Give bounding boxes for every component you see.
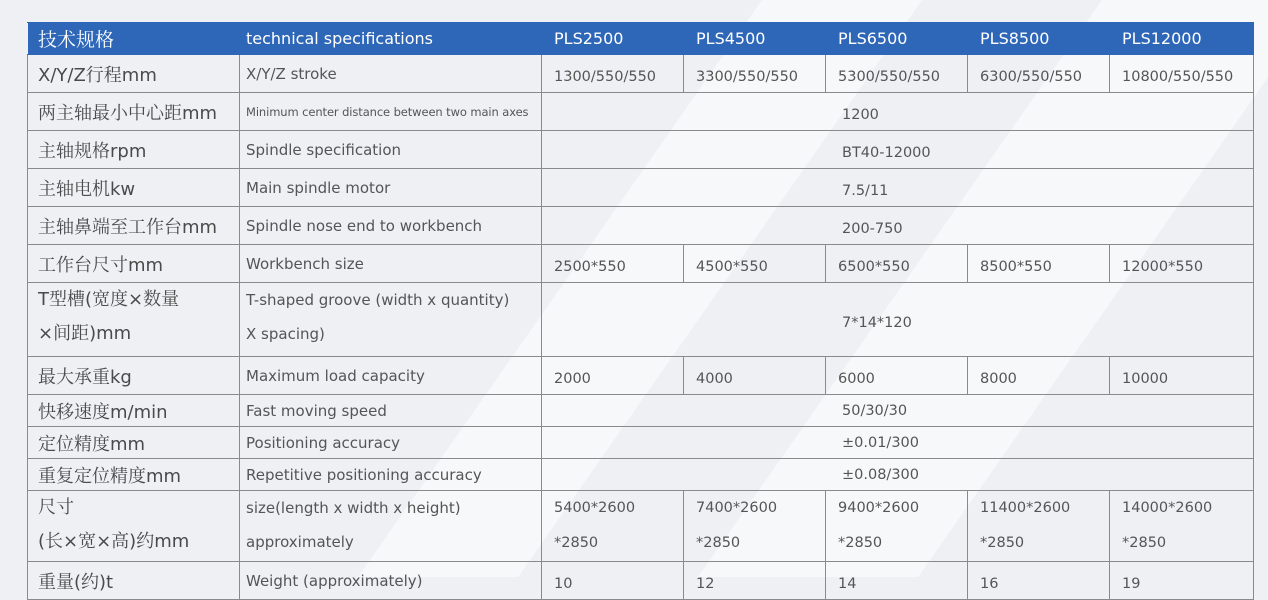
cell-value-merged: 7*14*120 [542,283,1254,357]
cell-value: 6300/550/550 [968,55,1110,93]
row-label-en: Workbench size [240,245,542,283]
cell-value-line: *2850 [980,535,1025,551]
row-label-zh [28,491,240,562]
row-label-en: Spindle specification [240,131,542,169]
cell-value: 6000 [826,357,968,395]
table-row [28,169,1254,207]
row-label-en: Positioning accuracy [240,427,542,459]
table-row [28,55,1254,93]
row-label-zh: X/Y/Z行程mm [28,55,240,93]
table-row [28,283,1254,357]
row-label-zh: 快移速度m/min [28,395,240,427]
cell-value-merged: 7.5/11 [542,169,1254,207]
cell-value-merged: 200-750 [542,207,1254,245]
row-label-zh-line: (长×宽×高)约mm [38,531,190,552]
table-row [28,207,1254,245]
cell-value [684,491,826,562]
cell-value: 10 [542,562,684,600]
cell-value-line: *2850 [696,535,741,551]
row-label-en-line: approximately [246,533,354,551]
row-label-zh: 定位精度mm [28,427,240,459]
cell-value-line: 11400*2600 [980,500,1071,516]
row-label-zh: 主轴鼻端至工作台mm [28,207,240,245]
cell-value-line: *2850 [838,535,883,551]
cell-value-merged: ±0.08/300 [542,459,1254,491]
cell-value-line: *2850 [1122,535,1167,551]
cell-value: 14 [826,562,968,600]
cell-value: 16 [968,562,1110,600]
table-header-row [28,23,1254,55]
table-row [28,245,1254,283]
row-label-zh-line: ×间距)mm [38,323,132,344]
row-label-zh: 主轴规格rpm [28,131,240,169]
cell-value [826,491,968,562]
cell-value: 10000 [1110,357,1254,395]
cell-value: 1300/550/550 [542,55,684,93]
cell-value: 19 [1110,562,1254,600]
row-label-zh: 主轴电机kw [28,169,240,207]
row-label-en: Main spindle motor [240,169,542,207]
cell-value-merged: 50/30/30 [542,395,1254,427]
row-label-en: Spindle nose end to workbench [240,207,542,245]
header-model: PLS12000 [1110,23,1254,55]
table-row [28,357,1254,395]
table-row [28,131,1254,169]
row-label-zh: 两主轴最小中心距mm [28,93,240,131]
cell-value: 3300/550/550 [684,55,826,93]
table-row [28,93,1254,131]
cell-value-line: 14000*2600 [1122,500,1213,516]
cell-value: 10800/550/550 [1110,55,1254,93]
row-label-zh: 工作台尺寸mm [28,245,240,283]
row-label-zh-line: 尺寸 [38,497,74,518]
header-model: PLS8500 [968,23,1110,55]
row-label-zh-line: T型槽(宽度×数量 [38,289,180,310]
row-label-zh: 重量(约)t [28,562,240,600]
header-model: PLS4500 [684,23,826,55]
cell-value: 12 [684,562,826,600]
cell-value: 4000 [684,357,826,395]
cell-value-line: 7400*2600 [696,500,778,516]
table-row [28,491,1254,562]
row-label-zh: 最大承重kg [28,357,240,395]
row-label-en: X/Y/Z stroke [240,55,542,93]
table-row [28,459,1254,491]
spec-sheet [27,22,1251,600]
row-label-en-line: T-shaped groove (width x quantity) [246,291,510,309]
cell-value: 6500*550 [826,245,968,283]
row-label-zh: 重复定位精度mm [28,459,240,491]
cell-value: 8500*550 [968,245,1110,283]
header-model: PLS6500 [826,23,968,55]
cell-value-line: *2850 [554,535,599,551]
cell-value [1110,491,1254,562]
header-model: PLS2500 [542,23,684,55]
row-label-en: Minimum center distance between two main axes [240,93,542,131]
cell-value-line: 9400*2600 [838,500,920,516]
cell-value-merged: BT40-12000 [542,131,1254,169]
header-en: technical specifications [240,23,542,55]
cell-value [542,491,684,562]
table-row [28,427,1254,459]
row-label-en-line: X spacing) [246,325,325,343]
row-label-en: Maximum load capacity [240,357,542,395]
cell-value: 5300/550/550 [826,55,968,93]
row-label-en: Weight (approximately) [240,562,542,600]
row-label-en: Repetitive positioning accuracy [240,459,542,491]
cell-value-line: 5400*2600 [554,500,636,516]
cell-value: 2000 [542,357,684,395]
cell-value-merged: ±0.01/300 [542,427,1254,459]
cell-value: 4500*550 [684,245,826,283]
table-row [28,562,1254,600]
table-row [28,395,1254,427]
cell-value: 12000*550 [1110,245,1254,283]
cell-value: 2500*550 [542,245,684,283]
row-label-en-line: size(length x width x height) [246,499,461,517]
spec-table [27,22,1254,600]
cell-value-merged: 1200 [542,93,1254,131]
cell-value: 8000 [968,357,1110,395]
row-label-en [240,491,542,562]
cell-value [968,491,1110,562]
row-label-zh [28,283,240,357]
header-zh: 技术规格 [28,23,240,55]
row-label-en [240,283,542,357]
row-label-en: Fast moving speed [240,395,542,427]
